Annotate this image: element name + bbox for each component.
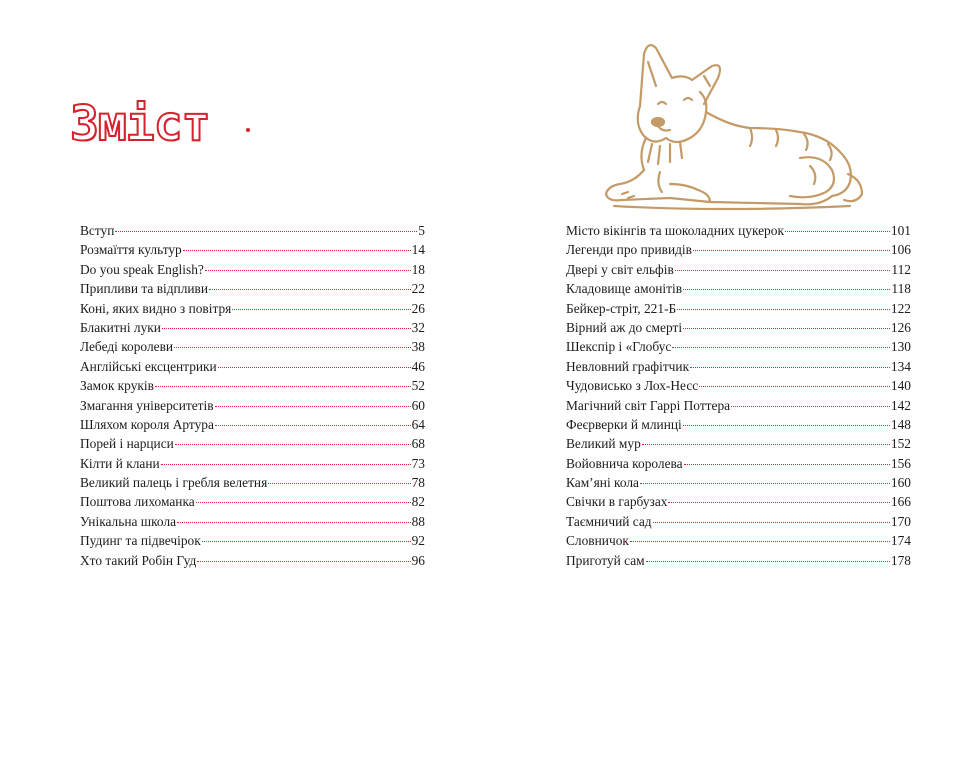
toc-label: Магічний світ Гаррі Поттера (566, 397, 731, 413)
dot-leader (175, 444, 411, 445)
toc-page-number: 130 (890, 339, 911, 355)
toc-label: Do you speak English? (80, 261, 204, 277)
toc-page-number: 38 (411, 339, 425, 355)
toc-page-number: 148 (890, 416, 911, 432)
dot-leader (672, 347, 890, 348)
toc-page-number: 178 (890, 552, 911, 568)
toc-label: Чудовисько з Лох-Несс (566, 378, 699, 394)
toc-item[interactable] (80, 240, 425, 259)
toc-item[interactable] (566, 473, 911, 492)
toc-page-number: 106 (890, 242, 911, 258)
toc-label: Порей і нарциси (80, 436, 174, 452)
toc-label: Англійські ексцентрики (80, 358, 217, 374)
toc-page-number: 122 (890, 300, 911, 316)
toc-label: Войовнича королева (566, 455, 683, 471)
dot-leader (155, 386, 411, 387)
lying-dog-icon (600, 34, 870, 214)
toc-item[interactable] (80, 551, 425, 570)
toc-page-number: 14 (411, 242, 425, 258)
toc-label: Таємничий сад (566, 513, 652, 529)
toc-label: Розмаїття культур (80, 242, 182, 258)
dot-leader (115, 231, 417, 232)
right-page (485, 0, 970, 760)
dot-leader (675, 270, 891, 271)
dot-leader (642, 444, 890, 445)
toc-item[interactable] (80, 434, 425, 453)
toc-item[interactable] (566, 415, 911, 434)
toc-page-number: 126 (890, 319, 911, 335)
toc-item[interactable] (566, 454, 911, 473)
toc-page-number: 174 (890, 533, 911, 549)
toc-page-number: 160 (890, 475, 911, 491)
dot-leader (215, 425, 411, 426)
toc-page-number: 170 (890, 513, 911, 529)
toc-item[interactable] (566, 512, 911, 531)
toc-item[interactable] (80, 531, 425, 550)
dot-leader (668, 502, 889, 503)
ink-speck (246, 128, 250, 132)
dot-leader (630, 541, 890, 542)
dot-leader (232, 309, 410, 310)
toc-label: Бейкер-стріт, 221-Б (566, 300, 677, 316)
dot-leader (162, 328, 411, 329)
dot-leader (196, 502, 411, 503)
toc-label: Кілти й клани (80, 455, 160, 471)
toc-item[interactable] (566, 357, 911, 376)
dot-leader (693, 250, 890, 251)
toc-label: Невловний графітчик (566, 358, 690, 374)
toc-label: Блакитні луки (80, 319, 161, 335)
toc-item[interactable] (566, 279, 911, 298)
toc-label: Двері у світ ельфів (566, 261, 674, 277)
toc-page-number: 140 (890, 378, 911, 394)
toc-item[interactable] (80, 299, 425, 318)
toc-page-number: 68 (411, 436, 425, 452)
toc-page-number: 82 (411, 494, 425, 510)
toc-label: Кладовище амонітів (566, 281, 683, 297)
toc-label: Вступ (80, 223, 115, 238)
toc-label: Вірний аж до смерті (566, 319, 683, 335)
toc-item[interactable] (80, 415, 425, 434)
toc-label: Словничок (566, 533, 629, 549)
toc-item[interactable] (80, 512, 425, 531)
toc-page-number: 5 (418, 223, 425, 238)
toc-label: Лебеді королеви (80, 339, 174, 355)
dot-leader (731, 406, 890, 407)
dot-leader (699, 386, 890, 387)
toc-label: Шляхом короля Артура (80, 416, 214, 432)
toc-label: Свічки в гарбузах (566, 494, 668, 510)
toc-label: Шекспір і «Глобус (566, 339, 672, 355)
toc-item[interactable] (80, 473, 425, 492)
toc-page-number: 26 (411, 300, 425, 316)
toc-item[interactable] (80, 221, 425, 240)
dot-leader (177, 522, 411, 523)
toc-label: Хто такий Робін Гуд (80, 552, 197, 568)
toc-item[interactable] (80, 279, 425, 298)
toc-item[interactable] (566, 337, 911, 356)
toc-label: Поштова лихоманка (80, 494, 195, 510)
dot-leader (183, 250, 411, 251)
dot-leader (161, 464, 411, 465)
toc-page-number: 152 (890, 436, 911, 452)
toc-label: Кам’яні кола (566, 475, 639, 491)
toc-label: Унікальна школа (80, 513, 177, 529)
dot-leader (683, 289, 890, 290)
toc-item[interactable] (566, 531, 911, 550)
toc-page-number: 96 (411, 552, 425, 568)
toc-page-number: 73 (411, 455, 425, 471)
toc-label: Припливи та відпливи (80, 281, 209, 297)
toc-page-number: 142 (890, 397, 911, 413)
dot-leader (684, 464, 890, 465)
dot-leader (646, 561, 890, 562)
toc-item[interactable] (566, 318, 911, 337)
toc-label: Великий палець і гребля велетня (80, 475, 268, 491)
toc-page-number: 18 (411, 261, 425, 277)
dot-leader (653, 522, 890, 523)
toc-item[interactable] (80, 260, 425, 279)
toc-label: Замок круків (80, 378, 154, 394)
page-title: Зміст (70, 96, 210, 152)
toc-item[interactable] (566, 551, 911, 570)
toc-item[interactable] (80, 376, 425, 395)
toc-page-number: 88 (411, 513, 425, 529)
toc-page-number: 46 (411, 358, 425, 374)
dot-leader (174, 347, 411, 348)
toc-label: Коні, яких видно з повітря (80, 300, 232, 316)
toc-item[interactable] (566, 260, 911, 279)
toc-page-number: 134 (890, 358, 911, 374)
toc-label: Великий мур (566, 436, 641, 452)
toc-item[interactable] (566, 299, 911, 318)
toc-page-number: 22 (411, 281, 425, 297)
toc-page-number: 60 (411, 397, 425, 413)
toc-page-number: 92 (411, 533, 425, 549)
toc-item[interactable] (80, 396, 425, 415)
toc-label: Приготуй сам (566, 552, 645, 568)
dot-leader (215, 406, 411, 407)
toc-page-number: 118 (891, 281, 911, 297)
toc-page-number: 112 (891, 261, 911, 277)
toc-page-number: 166 (890, 494, 911, 510)
toc-label: Змагання університетів (80, 397, 214, 413)
toc-label: Легенди про привидів (566, 242, 692, 258)
toc-item[interactable] (80, 454, 425, 473)
toc-page-number: 52 (411, 378, 425, 394)
toc-item[interactable] (80, 492, 425, 511)
toc-item[interactable] (80, 318, 425, 337)
toc-item[interactable] (566, 434, 911, 453)
toc-label: Феєрверки й млинці (566, 416, 682, 432)
toc-page-number: 156 (890, 455, 911, 471)
toc-page-number: 64 (411, 416, 425, 432)
dot-leader (197, 561, 410, 562)
dot-leader (640, 483, 890, 484)
dot-leader (209, 289, 411, 290)
toc-item[interactable] (80, 337, 425, 356)
toc-label: Пудинг та підвечірок (80, 533, 201, 549)
dot-leader (218, 367, 411, 368)
dot-leader (202, 541, 411, 542)
toc-left-column (80, 221, 425, 570)
dot-leader (268, 483, 410, 484)
toc-item[interactable] (566, 240, 911, 259)
toc-item[interactable] (566, 492, 911, 511)
dot-leader (785, 231, 890, 232)
dot-leader (683, 425, 890, 426)
dot-leader (690, 367, 890, 368)
toc-right-column (566, 221, 911, 570)
toc-item[interactable] (566, 396, 911, 415)
dot-leader (683, 328, 890, 329)
dot-leader (205, 270, 411, 271)
toc-item[interactable] (566, 221, 911, 240)
toc-page-number: 32 (411, 319, 425, 335)
toc-page-number: 78 (411, 475, 425, 491)
toc-item[interactable] (80, 357, 425, 376)
toc-item[interactable] (566, 376, 911, 395)
dot-leader (677, 309, 890, 310)
toc-page-number: 101 (890, 223, 911, 238)
toc-label: Місто вікінгів та шоколадних цукерок (566, 223, 784, 238)
